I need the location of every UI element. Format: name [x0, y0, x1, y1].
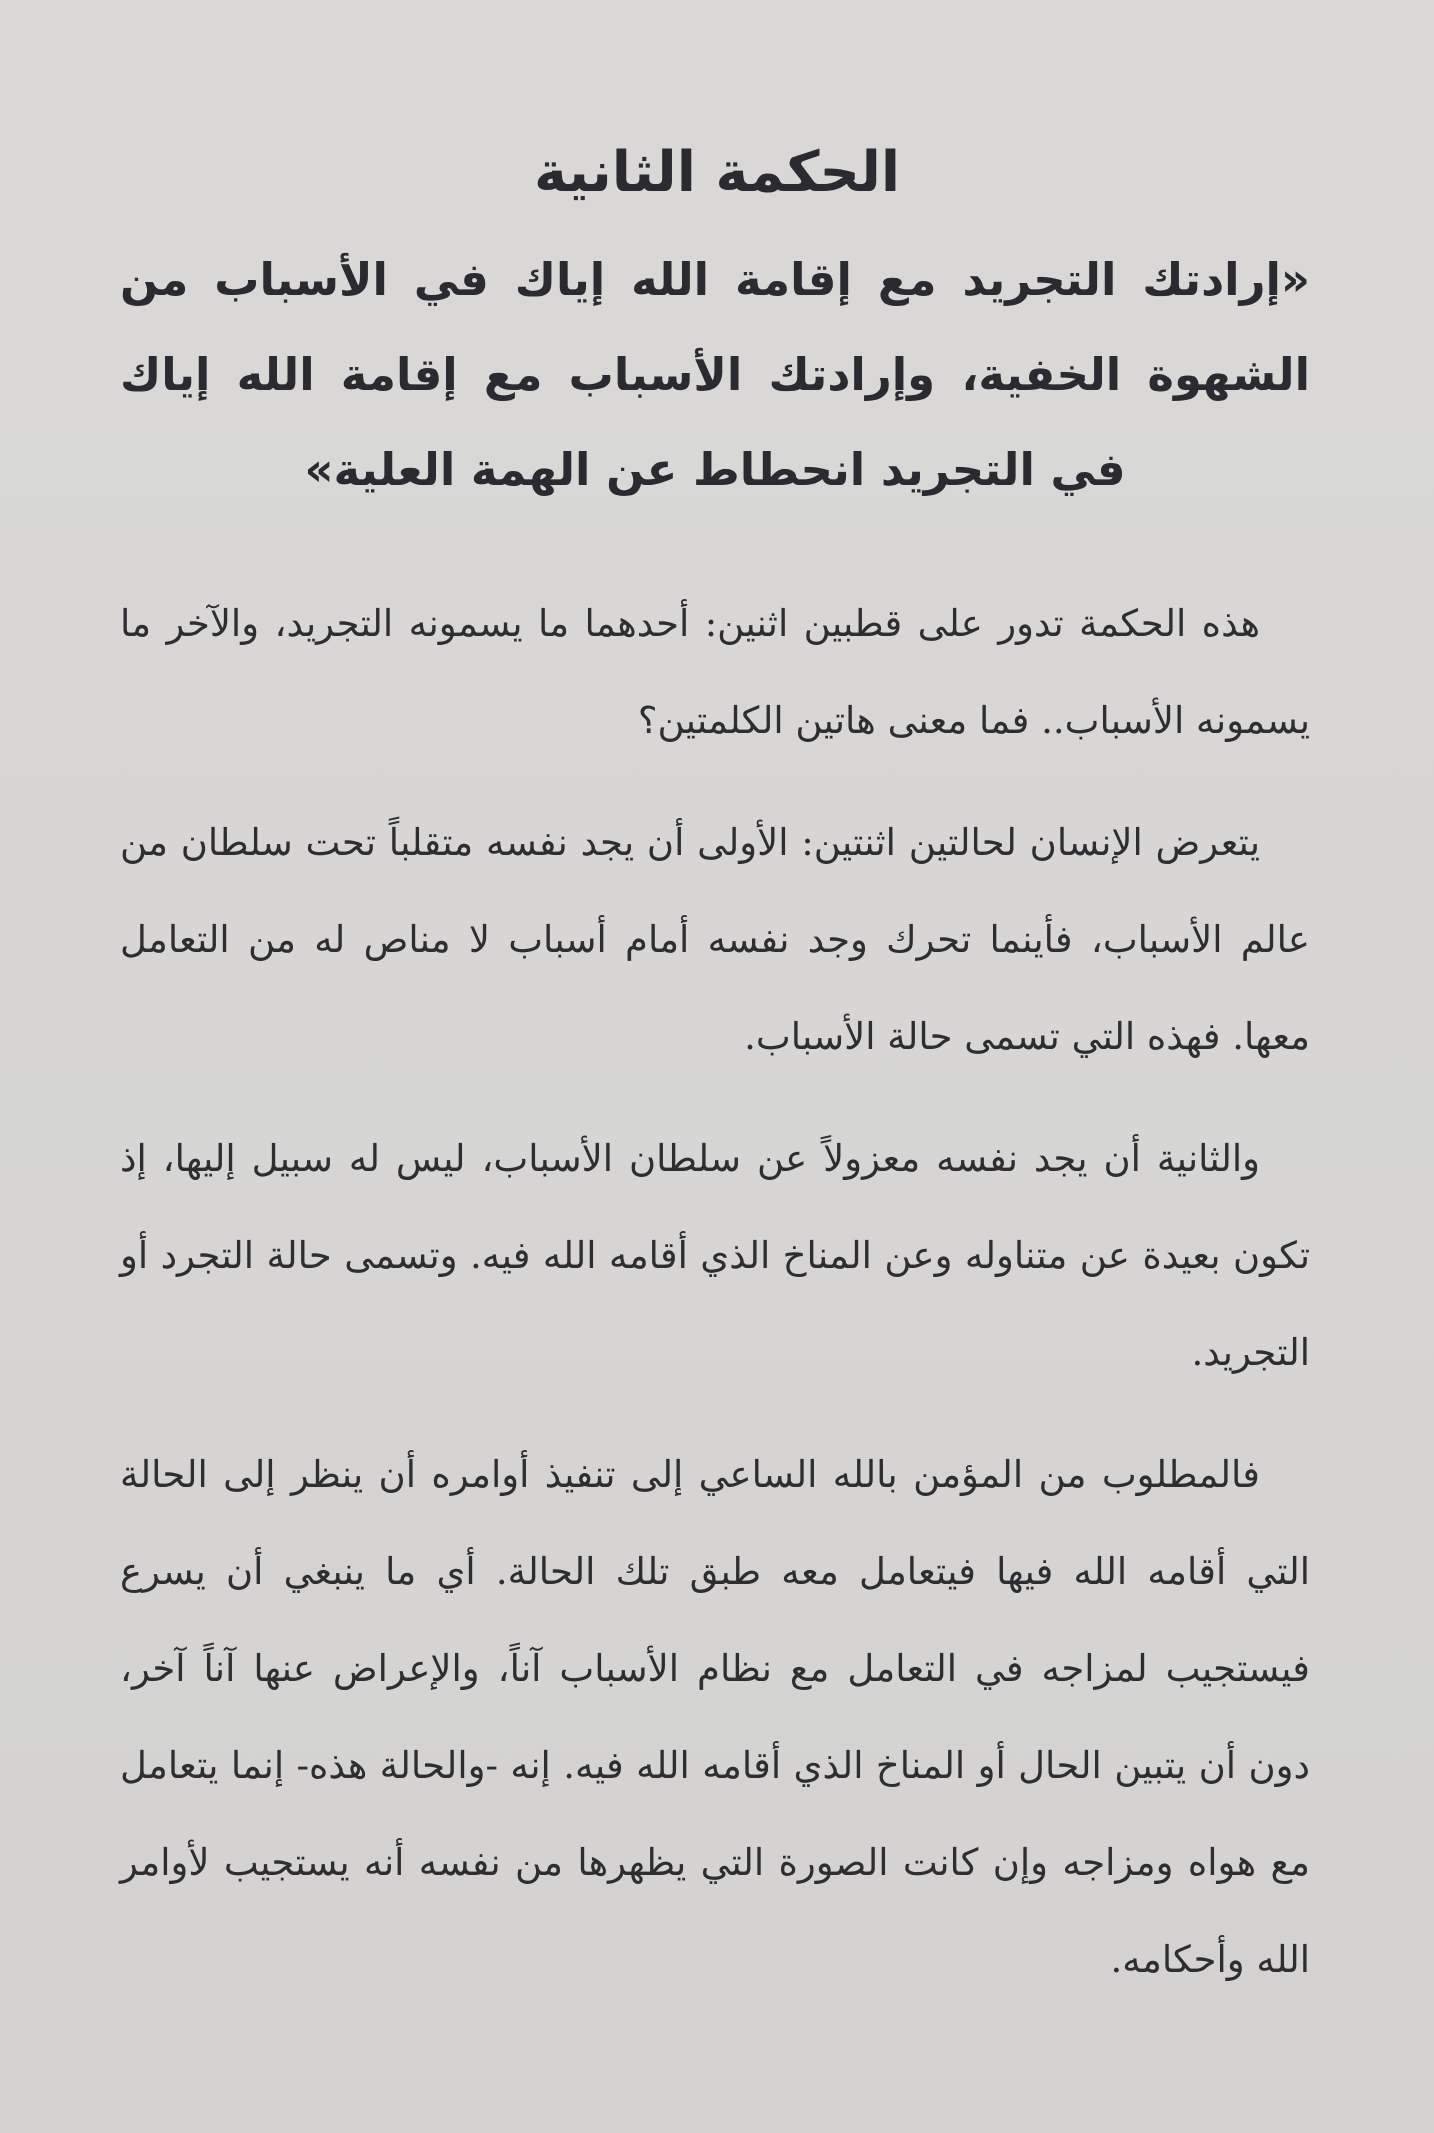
- aphorism-quote: «إرادتك التجريد مع إقامة الله إياك في الأسباب من الشهوة الخفية، وإرادتك الأسباب مع إقامة الله إياك في التجريد انحطاط عن الهمة العلية»: [120, 253, 1310, 496]
- body-text: [120, 575, 1310, 2033]
- paragraph-4: فالمطلوب من المؤمن بالله الساعي إلى تنفيذ أوامره أن ينظر إلى الحالة التي أقامه الله فيها فيتعامل معه طبق تلك الحالة. أي ما ينبغي أن يسرع فيستجيب لمزاجه في التعامل مع نظام الأسباب آناً، والإعراض عنها آناً آخر، دون أن يتبين الحال أو المناخ الذي أقامه الله فيه. إنه -والحالة هذه- إنما يتعامل مع هواه ومزاجه وإن كانت الصورة التي يظهرها من نفسه أنه يستجيب لأوامر الله وأحكامه.: [120, 1453, 1310, 1981]
- paragraph-3: والثانية أن يجد نفسه معزولاً عن سلطان الأسباب، ليس له سبيل إليها، إذ تكون بعيدة عن متناوله وعن المناخ الذي أقامه الله فيه. وتسمى حالة التجرد أو التجريد.: [120, 1137, 1310, 1374]
- paragraph-1: هذه الحكمة تدور على قطبين اثنين: أحدهما ما يسمونه التجريد، والآخر ما يسمونه الأسباب.. فما معنى هاتين الكلمتين؟: [120, 602, 1310, 742]
- page-title: الحكمة الثانية: [533, 139, 901, 205]
- paragraph-2: يتعرض الإنسان لحالتين اثنتين: الأولى أن يجد نفسه متقلباً تحت سلطان من عالم الأسباب، فأينما تحرك وجد نفسه أمام أسباب لا مناص له من التعامل معها. فهذه التي تسمى حالة الأسباب.: [120, 821, 1310, 1058]
